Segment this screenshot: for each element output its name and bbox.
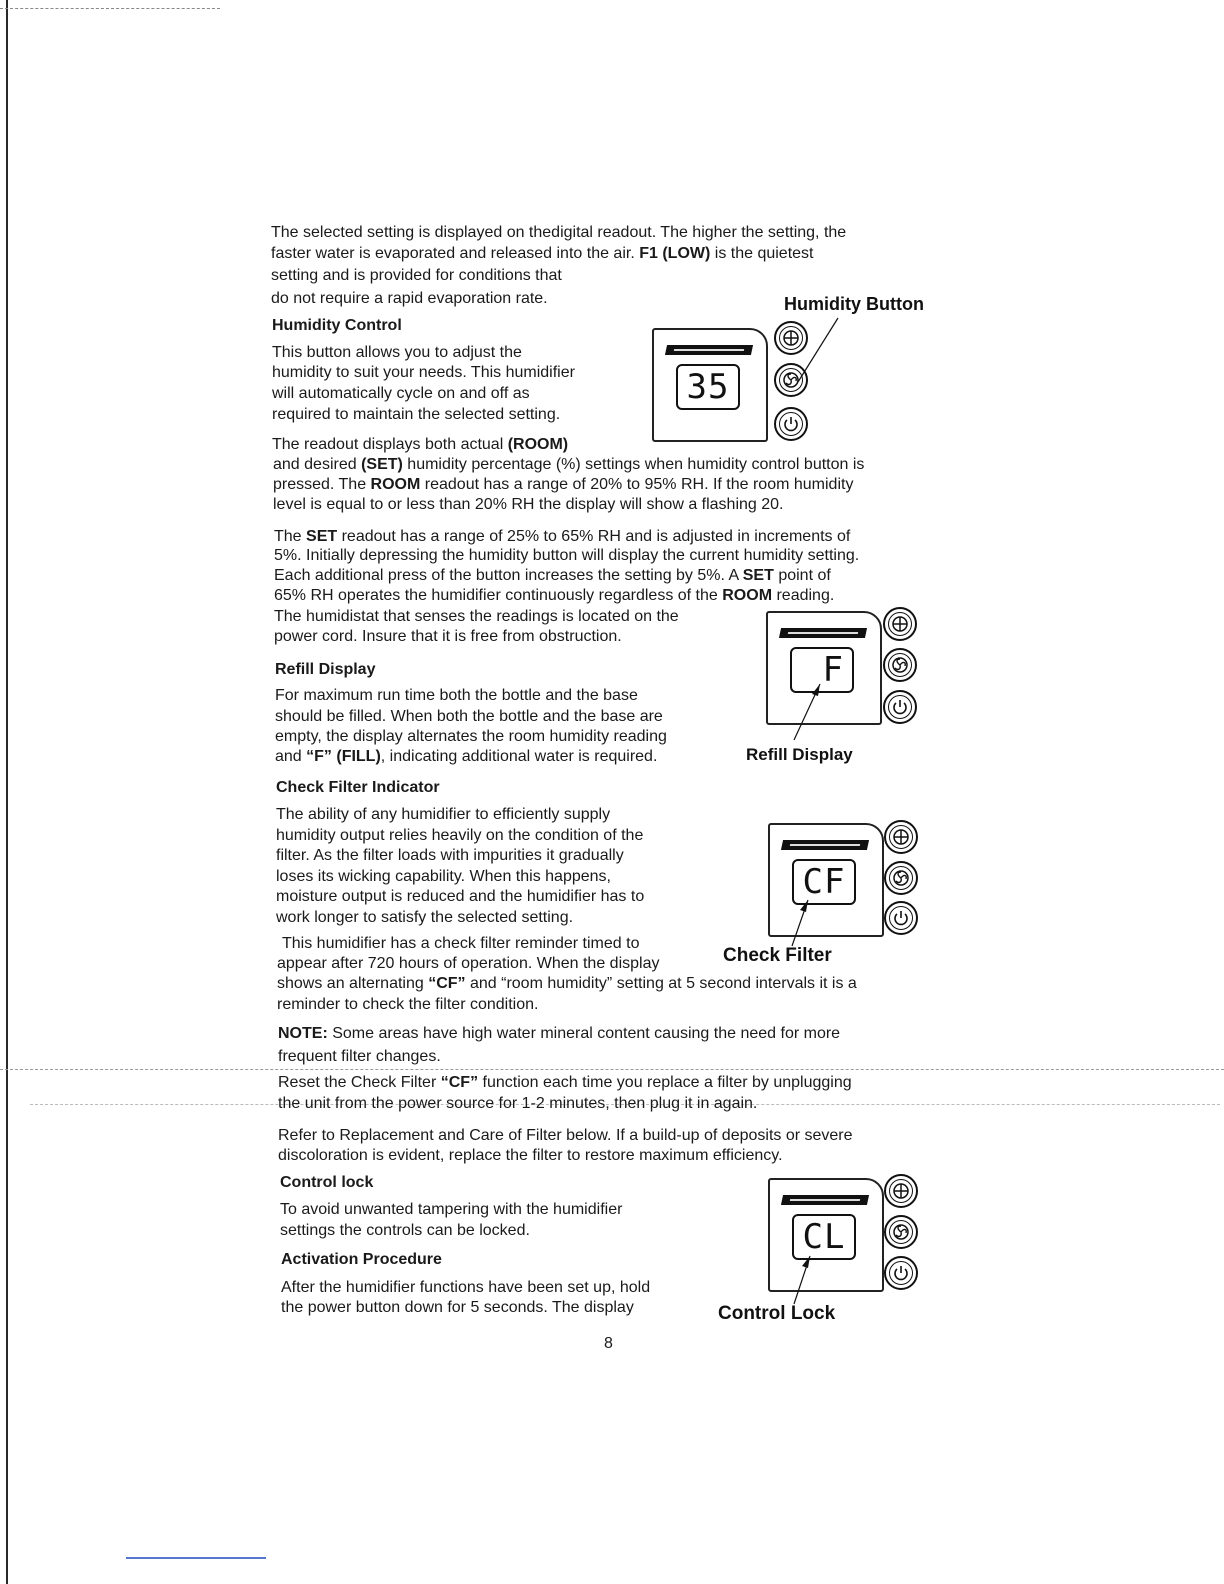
scan-fold-line: [0, 1069, 1224, 1070]
body-text: This button allows you to adjust the: [272, 344, 522, 361]
control-panel: [652, 328, 768, 442]
body-text: 65% RH operates the humidifier continuously regardless of the ROOM reading.: [274, 587, 835, 604]
body-text: discoloration is evident, replace the filter to restore maximum efficiency.: [278, 1147, 783, 1164]
body-text: The SET readout has a range of 25% to 65% RH and is adjusted in increments of: [274, 528, 851, 545]
digital-readout: 35: [676, 364, 740, 410]
pointer-line: [790, 316, 850, 386]
body-text: moisture output is reduced and the humidifier has to: [276, 888, 645, 905]
section-heading-refill-display: Refill Display: [275, 661, 376, 678]
body-text: loses its wicking capability. When this happens,: [276, 868, 611, 885]
power-button[interactable]: [774, 407, 808, 441]
body-text: and desired (SET) humidity percentage (%) settings when humidity control button is: [273, 456, 865, 473]
intro-line: The selected setting is displayed on thedigital readout. The higher the setting, the: [271, 224, 847, 241]
body-text: humidity to suit your needs. This humidifier: [272, 364, 575, 381]
body-text: For maximum run time both the bottle and the base: [275, 687, 638, 704]
body-text: work longer to satisfy the selected setting.: [276, 909, 574, 926]
power-button[interactable]: [884, 1256, 918, 1290]
body-text: will automatically cycle on and off as: [272, 385, 530, 402]
power-icon: [892, 909, 910, 927]
body-text: and “F” (FILL), indicating additional water is required.: [275, 748, 658, 765]
power-icon: [891, 698, 909, 716]
body-text: power cord. Insure that it is free from obstruction.: [274, 628, 622, 645]
body-text: the power button down for 5 seconds. The display: [281, 1299, 634, 1316]
humidity-icon: [892, 828, 910, 846]
fan-icon: [892, 869, 910, 887]
body-text: This humidifier has a check filter reminder timed to: [282, 935, 640, 952]
power-button[interactable]: [884, 901, 918, 935]
body-text: appear after 720 hours of operation. When the display: [277, 955, 660, 972]
digital-readout: CF: [792, 859, 856, 905]
pointer-line: [790, 680, 830, 744]
body-text: To avoid unwanted tampering with the humidifier: [280, 1201, 623, 1218]
body-text: level is equal to or less than 20% RH the display will show a flashing 20.: [273, 496, 784, 513]
body-text: The ability of any humidifier to efficiently supply: [276, 806, 611, 823]
scan-mark: [126, 1557, 266, 1559]
body-text: required to maintain the selected setting.: [272, 406, 561, 423]
section-heading-activation-procedure: Activation Procedure: [281, 1251, 442, 1268]
humidity-button[interactable]: [884, 820, 918, 854]
body-text: Reset the Check Filter “CF” function each time you replace a filter by unplugging: [278, 1074, 852, 1091]
brand-logo: [781, 840, 869, 850]
body-text: should be filled. When both the bottle and the base are: [275, 708, 663, 725]
page-number: 8: [604, 1335, 613, 1352]
humidity-icon: [892, 1182, 910, 1200]
body-text: The readout displays both actual (ROOM): [272, 436, 569, 453]
humidity-icon: [891, 615, 909, 633]
body-text: shows an alternating “CF” and “room humidity” setting at 5 second intervals it is a: [277, 975, 857, 992]
section-heading-humidity-control: Humidity Control: [272, 317, 402, 334]
body-text: Refer to Replacement and Care of Filter below. If a build-up of deposits or severe: [278, 1127, 853, 1144]
pointer-line: [784, 896, 824, 950]
figure-caption-check-filter: Check Filter: [723, 945, 832, 966]
body-text: reminder to check the filter condition.: [277, 996, 539, 1013]
pointer-line: [786, 1252, 826, 1308]
brand-logo: [779, 628, 867, 638]
body-text: After the humidifier functions have been set up, hold: [281, 1279, 651, 1296]
body-text: Each additional press of the button increases the setting by 5%. A SET point of: [274, 567, 831, 584]
body-text: humidity output relies heavily on the condition of the: [276, 827, 644, 844]
humidity-button[interactable]: [883, 607, 917, 641]
intro-line: do not require a rapid evaporation rate.: [271, 290, 548, 307]
intro-line: faster water is evaporated and released into the air. F1 (LOW) is the quietest: [271, 245, 814, 262]
note-text: frequent filter changes.: [278, 1048, 441, 1065]
body-text: settings the controls can be locked.: [280, 1222, 530, 1239]
fan-button[interactable]: [883, 648, 917, 682]
figure-caption-refill-display: Refill Display: [746, 745, 853, 764]
figure-caption-humidity-button: Humidity Button: [784, 294, 924, 314]
fan-icon: [892, 1223, 910, 1241]
body-text: The humidistat that senses the readings is located on the: [274, 608, 679, 625]
note-text: NOTE: Some areas have high water mineral content causing the need for more: [278, 1025, 841, 1042]
power-icon: [892, 1264, 910, 1282]
fan-button[interactable]: [884, 1215, 918, 1249]
figure-caption-control-lock: Control Lock: [718, 1303, 836, 1324]
section-heading-control-lock: Control lock: [280, 1174, 374, 1191]
scan-edge: [6, 0, 8, 1584]
body-text: the unit from the power source for 1-2 minutes, then plug it in again.: [278, 1095, 758, 1112]
digital-readout: CL: [792, 1214, 856, 1260]
fan-button[interactable]: [884, 861, 918, 895]
power-icon: [782, 415, 800, 433]
power-button[interactable]: [883, 690, 917, 724]
body-text: empty, the display alternates the room humidity reading: [275, 728, 667, 745]
body-text: filter. As the filter loads with impurities it gradually: [276, 847, 624, 864]
brand-logo: [665, 345, 753, 355]
body-text: pressed. The ROOM readout has a range of 20% to 95% RH. If the room humidity: [273, 476, 854, 493]
section-heading-check-filter: Check Filter Indicator: [276, 779, 440, 796]
body-text: 5%. Initially depressing the humidity button will display the current humidity setting.: [274, 547, 860, 564]
scan-mark: [0, 8, 220, 9]
digital-readout: F: [790, 647, 854, 693]
brand-logo: [781, 1195, 869, 1205]
intro-line: setting and is provided for conditions that: [271, 267, 562, 284]
fan-icon: [891, 656, 909, 674]
humidity-button[interactable]: [884, 1174, 918, 1208]
